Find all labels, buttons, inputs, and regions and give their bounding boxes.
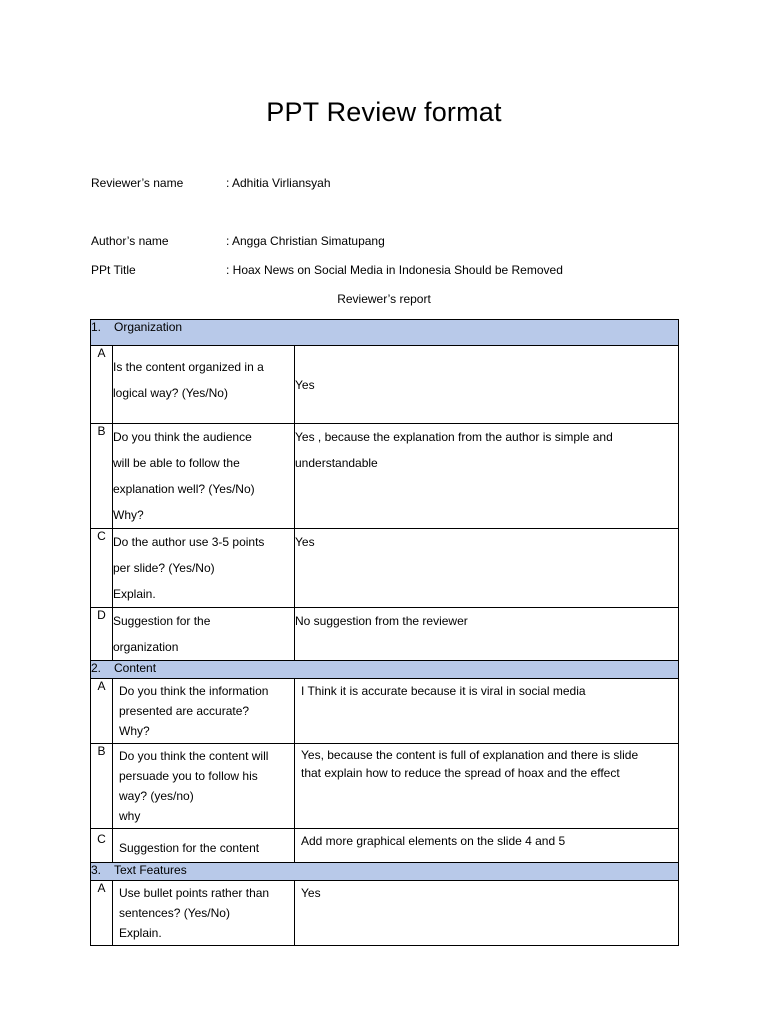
- row-letter: B: [91, 744, 113, 829]
- section-title: Content: [114, 661, 157, 675]
- answer-cell: [295, 608, 679, 661]
- question-cell: [113, 529, 295, 608]
- answer-text: Yes , because the explanation from the author is simple and understandable: [295, 430, 613, 470]
- row-letter: C: [91, 529, 113, 608]
- question-text: Do you think the content will persuade you to follow his way? (yes/no) why: [119, 749, 269, 823]
- question-cell: [113, 424, 295, 529]
- section-number: 3.: [91, 863, 102, 877]
- section-header: [91, 320, 679, 346]
- answer-text: Yes: [301, 886, 321, 900]
- ppt-title-label: PPt Title: [91, 263, 136, 277]
- ppt-title-value: : Hoax News on Social Media in Indonesia Should be Removed: [226, 263, 563, 277]
- table-row: [91, 608, 679, 661]
- row-letter: A: [91, 346, 113, 424]
- answer-cell: [295, 346, 679, 424]
- section-number: 2.: [91, 661, 102, 675]
- author-name-value: : Angga Christian Simatupang: [226, 234, 385, 248]
- section-title: Text Features: [114, 863, 187, 877]
- section-title: Organization: [114, 320, 183, 334]
- reviewer-name-label: Reviewer’s name: [91, 176, 184, 190]
- table-row: [91, 424, 679, 529]
- row-letter: D: [91, 608, 113, 661]
- table-row: [91, 881, 679, 946]
- question-cell: [113, 679, 295, 744]
- answer-cell: [295, 424, 679, 529]
- row-letter: A: [91, 679, 113, 744]
- table-row: [91, 529, 679, 608]
- answer-cell: [295, 829, 679, 863]
- question-cell: [113, 744, 295, 829]
- question-text: Do you think the audience will be able to follow the explanation well? (Yes/No) Why?: [113, 430, 255, 522]
- table-row: [91, 829, 679, 863]
- answer-cell: [295, 679, 679, 744]
- answer-text: Yes: [295, 377, 315, 392]
- section-header: [91, 863, 679, 881]
- question-text: Suggestion for the content: [119, 841, 260, 855]
- answer-cell: [295, 529, 679, 608]
- answer-cell: [295, 744, 679, 829]
- row-letter: C: [91, 829, 113, 863]
- question-cell: [113, 829, 295, 863]
- table-row: [91, 744, 679, 829]
- answer-text: Yes, because the content is full of explanation and there is slide that explain how to reduce the spread of hoax and the effect: [301, 748, 639, 780]
- question-cell: [113, 881, 295, 946]
- table-row: [91, 346, 679, 424]
- answer-cell: [295, 881, 679, 946]
- question-text: Do you think the information presented are accurate? Why?: [119, 684, 269, 738]
- question-text: Use bullet points rather than sentences? (Yes/No) Explain.: [119, 886, 270, 940]
- report-caption: Reviewer’s report: [337, 292, 431, 306]
- section-header: [91, 661, 679, 679]
- author-name-label: Author’s name: [91, 234, 169, 248]
- review-table: [90, 319, 679, 946]
- row-letter: A: [91, 881, 113, 946]
- page-title: PPT Review format: [266, 97, 502, 127]
- reviewer-name-value: : Adhitia Virliansyah: [226, 176, 331, 190]
- answer-text: Yes: [295, 535, 315, 549]
- answer-text: No suggestion from the reviewer: [295, 614, 468, 628]
- table-row: [91, 679, 679, 744]
- section-header-row: [91, 661, 679, 679]
- question-text: Suggestion for the organization: [113, 614, 211, 654]
- question-text: Do the author use 3-5 points per slide? (Yes/No) Explain.: [113, 535, 265, 601]
- section-number: 1.: [91, 320, 102, 334]
- row-letter: B: [91, 424, 113, 529]
- section-header-row: [91, 320, 679, 346]
- question-cell: [113, 346, 295, 424]
- question-text: Is the content organized in a logical way? (Yes/No): [113, 360, 264, 400]
- question-cell: [113, 608, 295, 661]
- answer-text: I Think it is accurate because it is viral in social media: [301, 684, 586, 698]
- answer-text: Add more graphical elements on the slide 4 and 5: [301, 834, 566, 848]
- section-header-row: [91, 863, 679, 881]
